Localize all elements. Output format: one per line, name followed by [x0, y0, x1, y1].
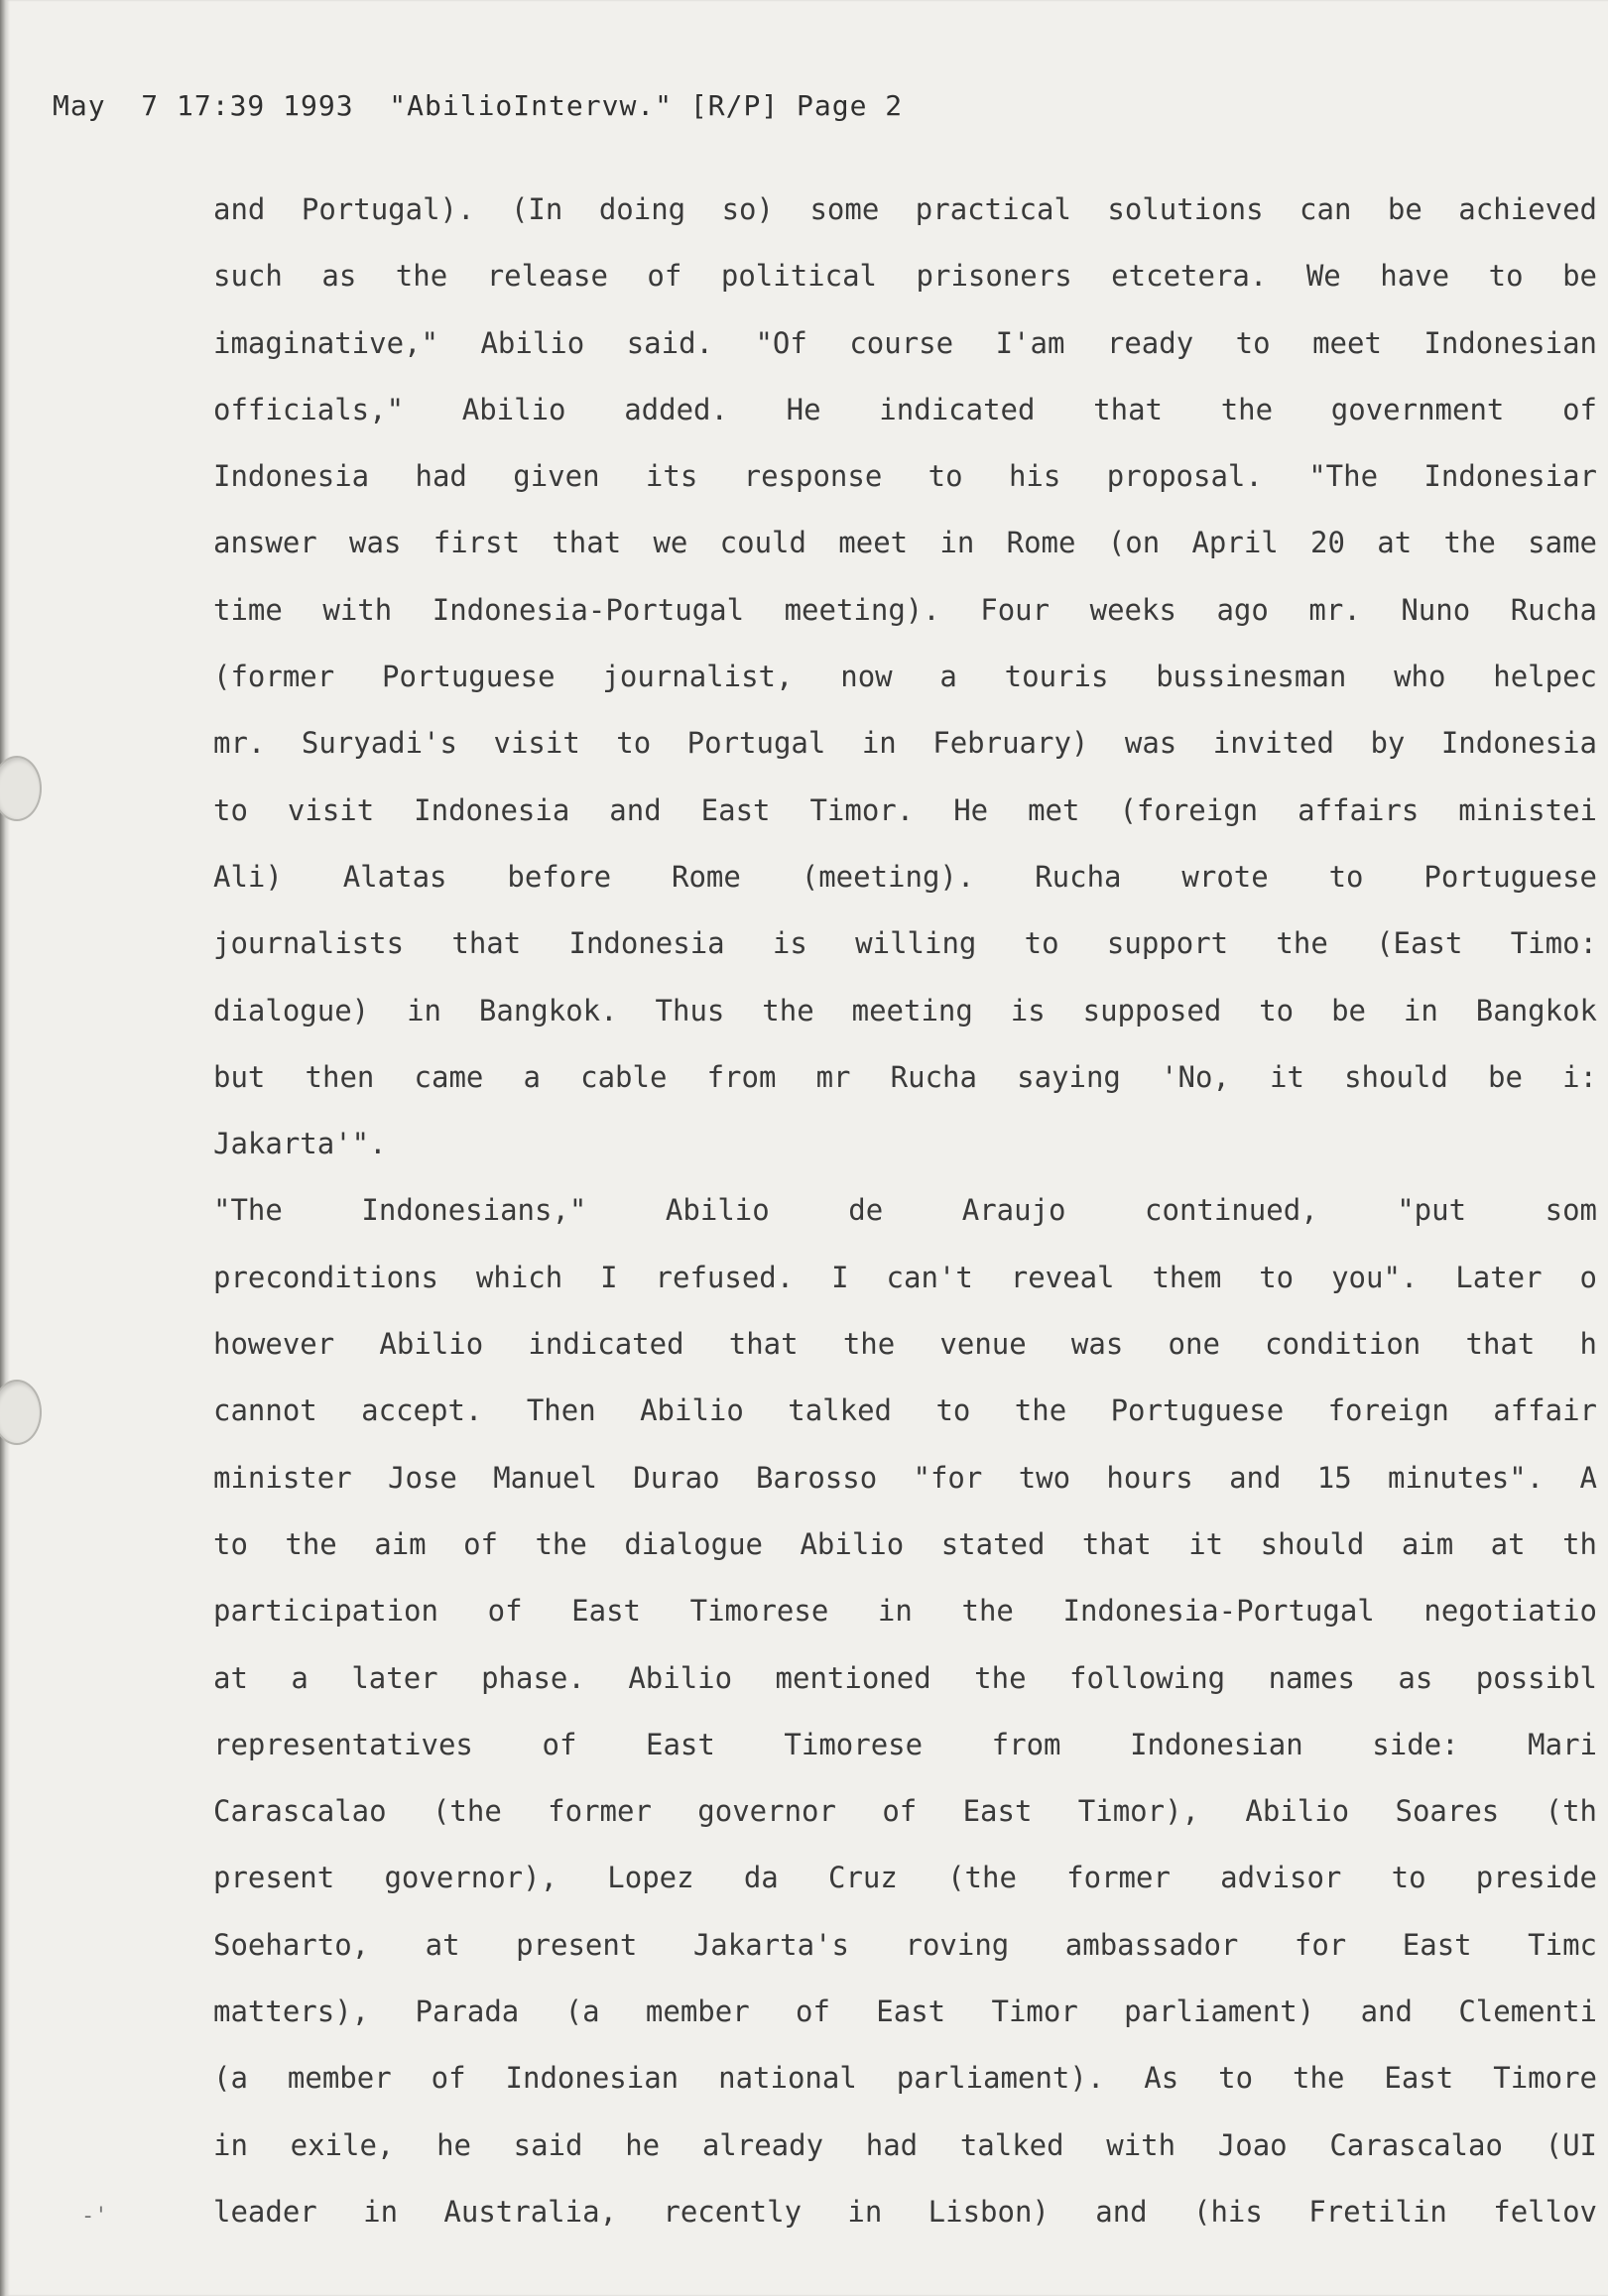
- text-line: minister Jose Manuel Durao Barosso "for two hours and 15 minutes". A: [213, 1460, 1597, 1495]
- text-line: cannot accept. Then Abilio talked to the Portuguese foreign affair: [213, 1393, 1597, 1428]
- text-line: dialogue) in Bangkok. Thus the meeting is supposed to be in Bangkok: [213, 993, 1597, 1027]
- text-line: present governor), Lopez da Cruz (the former advisor to preside: [213, 1861, 1597, 1895]
- text-line: answer was first that we could meet in Rome (on April 20 at the same: [213, 526, 1597, 560]
- punch-hole-upper: [0, 756, 42, 821]
- text-line: journalists that Indonesia is willing to support the (East Timo:: [213, 926, 1597, 961]
- text-line: time with Indonesia-Portugal meeting). Four weeks ago mr. Nuno Rucha: [213, 592, 1597, 627]
- text-line: "The Indonesians," Abilio de Araujo continued, "put som: [213, 1193, 1597, 1228]
- page-header: May 7 17:39 1993 "AbilioIntervw." [R/P] Page 2: [53, 89, 904, 122]
- text-line: but then came a cable from mr Rucha saying 'No, it should be i:: [213, 1059, 1597, 1094]
- text-line: mr. Suryadi's visit to Portugal in February) was invited by Indonesia: [213, 726, 1597, 761]
- text-line: at a later phase. Abilio mentioned the following names as possibl: [213, 1660, 1597, 1695]
- text-line: Jakarta'".: [213, 1127, 387, 1161]
- text-line: and Portugal). (In doing so) some practical solutions can be achieved: [213, 192, 1597, 226]
- text-line: Soeharto, at present Jakarta's roving ambassador for East Timc: [213, 1927, 1597, 1962]
- text-line: (former Portuguese journalist, now a touris bussinesman who helpec: [213, 660, 1597, 694]
- margin-mark: -': [81, 2204, 108, 2229]
- text-line: Indonesia had given its response to his proposal. "The Indonesiar: [213, 459, 1597, 494]
- text-line: to the aim of the dialogue Abilio stated that it should aim at th: [213, 1526, 1597, 1561]
- text-line: to visit Indonesia and East Timor. He met (foreign affairs ministei: [213, 792, 1597, 827]
- text-line: participation of East Timorese in the Indonesia-Portugal negotiatio: [213, 1594, 1597, 1629]
- text-line: leader in Australia, recently in Lisbon) and (his Fretilin fellov: [213, 2194, 1597, 2229]
- text-line: however Abilio indicated that the venue was one condition that h: [213, 1327, 1597, 1362]
- text-line: Ali) Alatas before Rome (meeting). Rucha wrote to Portuguese: [213, 859, 1597, 894]
- text-line: matters), Parada (a member of East Timor parliament) and Clementi: [213, 1994, 1597, 2029]
- interview-text: [213, 177, 1597, 2245]
- text-line: (a member of Indonesian national parliament). As to the East Timore: [213, 2061, 1597, 2096]
- text-line: in exile, he said he already had talked with Joao Carascalao (UI: [213, 2127, 1597, 2162]
- punch-hole-lower: [0, 1380, 42, 1445]
- text-line: officials," Abilio added. He indicated that the government of: [213, 392, 1597, 426]
- text-line: Carascalao (the former governor of East Timor), Abilio Soares (th: [213, 1794, 1597, 1829]
- text-line: such as the release of political prisoners etcetera. We have to be: [213, 259, 1597, 294]
- text-line: imaginative," Abilio said. "Of course I'am ready to meet Indonesian: [213, 325, 1597, 360]
- text-line: representatives of East Timorese from Indonesian side: Mari: [213, 1727, 1597, 1761]
- text-line: preconditions which I refused. I can't reveal them to you". Later o: [213, 1260, 1597, 1294]
